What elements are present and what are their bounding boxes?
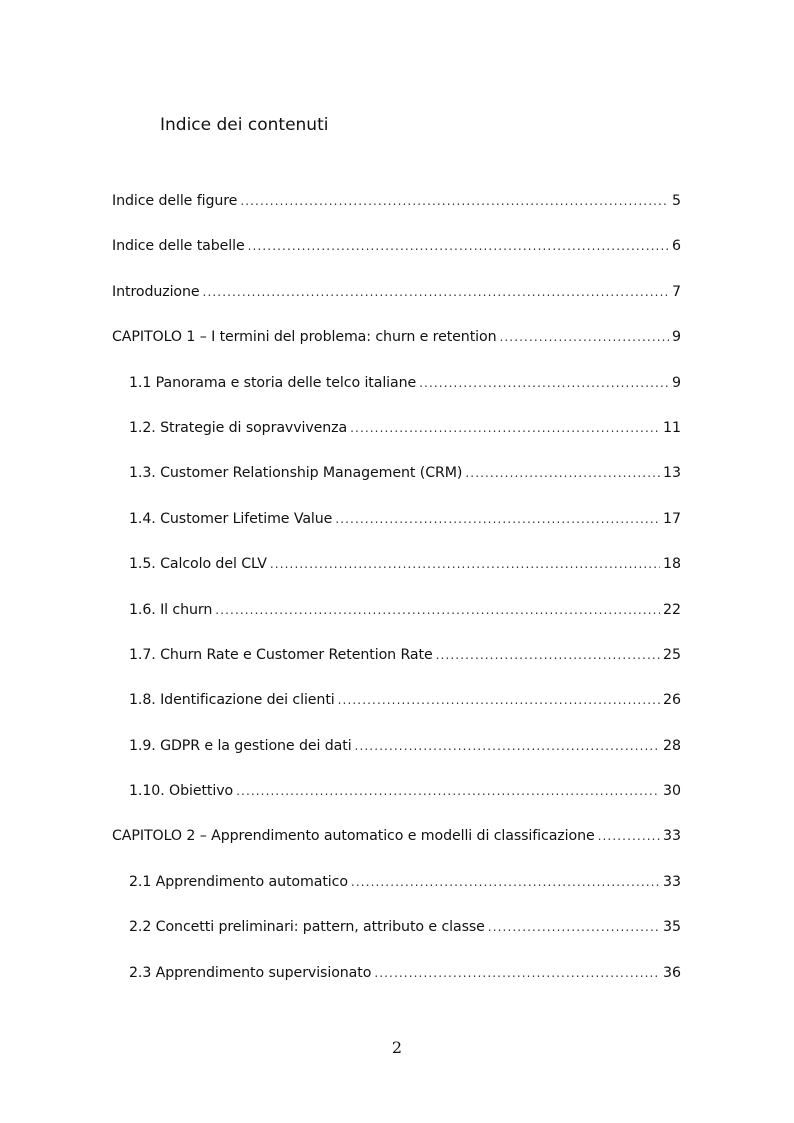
toc-entry-label: 1.9. GDPR e la gestione dei dati — [129, 737, 352, 754]
toc-entry-label: 1.10. Obiettivo — [129, 783, 234, 800]
toc-entry-1-1[interactable] — [112, 372, 681, 417]
toc-entry-1-2[interactable] — [112, 417, 681, 462]
toc-entry-indice-tabelle[interactable] — [112, 235, 681, 280]
toc-entry-page: 28 — [662, 737, 681, 754]
toc-entry-label: Introduzione — [112, 283, 200, 300]
toc-entry-page: 7 — [671, 283, 681, 300]
toc-entry-label: 1.4. Customer Lifetime Value — [129, 510, 333, 527]
toc-entry-page: 33 — [662, 828, 681, 845]
toc-entry-2-3[interactable] — [112, 962, 681, 1007]
table-of-contents — [112, 190, 681, 1007]
toc-entry-1-4[interactable] — [112, 508, 681, 553]
toc-dot-leader — [350, 417, 660, 439]
toc-entry-label: 1.6. Il churn — [129, 601, 213, 618]
page-number: 2 — [391, 1038, 403, 1057]
toc-entry-page: 18 — [662, 556, 681, 573]
toc-entry-page: 26 — [662, 692, 681, 709]
toc-dot-leader — [270, 553, 660, 575]
toc-dot-leader — [419, 372, 669, 394]
toc-entry-label: CAPITOLO 1 – I termini del problema: churn e retention — [112, 329, 497, 346]
toc-dot-leader — [335, 508, 660, 530]
toc-entry-page: 25 — [662, 646, 681, 663]
toc-dot-leader — [465, 462, 660, 484]
toc-dot-leader — [351, 871, 660, 893]
toc-dot-leader — [215, 599, 660, 621]
toc-entry-capitolo-2[interactable] — [112, 825, 681, 870]
toc-entry-label: 2.1 Apprendimento automatico — [129, 873, 348, 890]
toc-dot-leader — [436, 644, 660, 666]
toc-dot-leader — [338, 689, 660, 711]
toc-entry-page: 30 — [662, 783, 681, 800]
toc-entry-page: 5 — [671, 193, 681, 209]
toc-entry-label: 1.5. Calcolo del CLV — [129, 556, 267, 573]
toc-entry-introduzione[interactable] — [112, 281, 681, 326]
toc-entry-page: 33 — [662, 873, 681, 890]
toc-entry-page: 36 — [662, 964, 681, 981]
toc-entry-2-2[interactable] — [112, 916, 681, 961]
toc-dot-leader — [499, 326, 669, 348]
toc-dot-leader — [203, 281, 669, 303]
toc-entry-1-10[interactable] — [112, 780, 681, 825]
toc-entry-1-8[interactable] — [112, 689, 681, 734]
toc-entry-capitolo-1[interactable] — [112, 326, 681, 371]
toc-entry-1-5[interactable] — [112, 553, 681, 598]
toc-entry-1-6[interactable] — [112, 599, 681, 644]
toc-entry-page: 11 — [662, 419, 681, 436]
toc-entry-page: 9 — [671, 329, 681, 346]
toc-entry-page: 13 — [662, 465, 681, 482]
toc-entry-label: 2.3 Apprendimento supervisionato — [129, 964, 372, 981]
toc-entry-page: 22 — [662, 601, 681, 618]
toc-dot-leader — [248, 235, 669, 257]
toc-dot-leader — [374, 962, 660, 984]
toc-dot-leader — [488, 916, 660, 938]
toc-entry-label: Indice delle tabelle — [112, 238, 245, 255]
toc-entry-page: 35 — [662, 919, 681, 936]
toc-entry-label: Indice delle figure — [112, 193, 238, 209]
toc-dot-leader — [355, 735, 660, 757]
toc-entry-page: 9 — [671, 374, 681, 391]
toc-entry-indice-figure[interactable] — [112, 190, 681, 235]
toc-entry-label: 2.2 Concetti preliminari: pattern, attributo e classe — [129, 919, 485, 936]
toc-entry-label: 1.2. Strategie di sopravvivenza — [129, 419, 348, 436]
toc-entry-page: 6 — [671, 238, 681, 255]
toc-entry-1-9[interactable] — [112, 735, 681, 780]
toc-entry-1-3[interactable] — [112, 462, 681, 507]
toc-dot-leader — [240, 190, 669, 212]
toc-dot-leader — [236, 780, 660, 802]
toc-entry-page: 17 — [662, 510, 681, 527]
toc-entry-label: CAPITOLO 2 – Apprendimento automatico e modelli di classificazione — [112, 828, 595, 845]
toc-entry-2-1[interactable] — [112, 871, 681, 916]
toc-entry-label: 1.1 Panorama e storia delle telco italiane — [129, 374, 417, 391]
toc-entry-label: 1.7. Churn Rate e Customer Retention Rate — [129, 646, 433, 663]
toc-dot-leader — [598, 825, 660, 847]
toc-entry-label: 1.3. Customer Relationship Management (CRM) — [129, 465, 463, 482]
page-title: Indice dei contenuti — [160, 115, 329, 135]
toc-entry-label: 1.8. Identificazione dei clienti — [129, 692, 335, 709]
toc-entry-1-7[interactable] — [112, 644, 681, 689]
